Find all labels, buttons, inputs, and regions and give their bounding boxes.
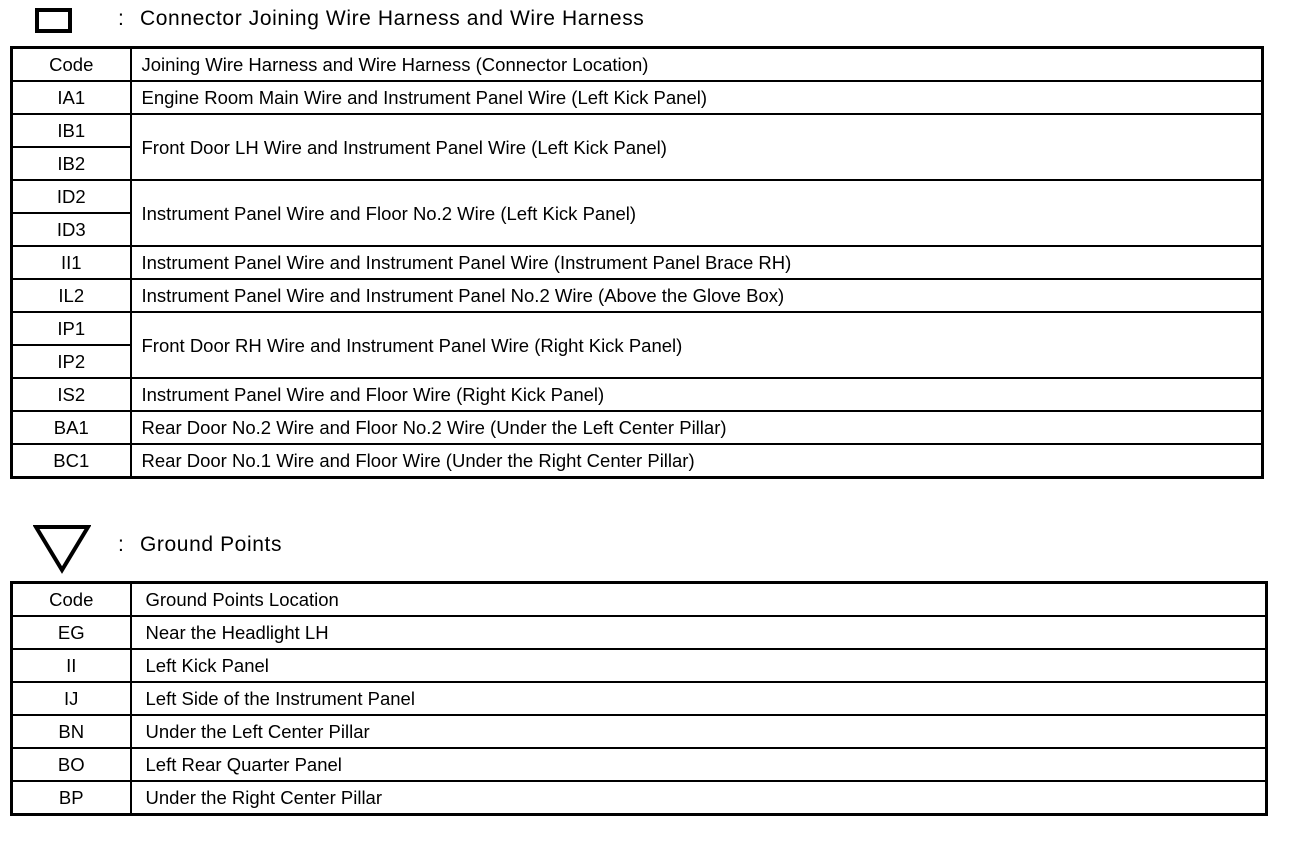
- connector-code: IB1: [12, 114, 131, 147]
- connector-table: [10, 46, 1264, 479]
- ground-code: BN: [12, 715, 131, 748]
- table-row: [12, 378, 1263, 411]
- legend-colon: :: [118, 533, 125, 556]
- location-header: Ground Points Location: [131, 583, 1267, 617]
- table-row: [12, 279, 1263, 312]
- connector-location: Instrument Panel Wire and Floor No.2 Wire (Left Kick Panel): [131, 180, 1263, 246]
- connector-location: Front Door LH Wire and Instrument Panel Wire (Left Kick Panel): [131, 114, 1263, 180]
- ground-location: Left Rear Quarter Panel: [131, 748, 1267, 781]
- table-row: [12, 649, 1267, 682]
- table-row: [12, 715, 1267, 748]
- connector-location: Instrument Panel Wire and Instrument Panel Wire (Instrument Panel Brace RH): [131, 246, 1263, 279]
- connector-code: ID3: [12, 213, 131, 246]
- ground-section-title: Ground Points: [140, 533, 283, 556]
- connector-location: Instrument Panel Wire and Floor Wire (Right Kick Panel): [131, 378, 1263, 411]
- triangle-down-icon: [33, 524, 91, 574]
- ground-table: [10, 581, 1268, 816]
- connector-location: Front Door RH Wire and Instrument Panel Wire (Right Kick Panel): [131, 312, 1263, 378]
- location-header: Joining Wire Harness and Wire Harness (Connector Location): [131, 48, 1263, 82]
- connector-section-title: Connector Joining Wire Harness and Wire Harness: [140, 7, 645, 30]
- table-row: [12, 246, 1263, 279]
- table-row: [12, 781, 1267, 815]
- table-row: [12, 81, 1263, 114]
- code-header: Code: [12, 48, 131, 82]
- connector-code: IS2: [12, 378, 131, 411]
- table-row: [12, 616, 1267, 649]
- ground-code: IJ: [12, 682, 131, 715]
- square-icon: [35, 8, 72, 33]
- connector-code: IB2: [12, 147, 131, 180]
- ground-code: EG: [12, 616, 131, 649]
- ground-location: Under the Right Center Pillar: [131, 781, 1267, 815]
- connector-code: IP2: [12, 345, 131, 378]
- ground-location: Under the Left Center Pillar: [131, 715, 1267, 748]
- connector-code: IA1: [12, 81, 131, 114]
- ground-code: BO: [12, 748, 131, 781]
- connector-location: Rear Door No.2 Wire and Floor No.2 Wire (Under the Left Center Pillar): [131, 411, 1263, 444]
- connector-code: BA1: [12, 411, 131, 444]
- table-row: [12, 114, 1263, 147]
- table-header-row: [12, 583, 1267, 617]
- legend-colon: :: [118, 7, 125, 30]
- connector-code: ID2: [12, 180, 131, 213]
- connector-location: Instrument Panel Wire and Instrument Panel No.2 Wire (Above the Glove Box): [131, 279, 1263, 312]
- table-row: [12, 748, 1267, 781]
- table-row: [12, 444, 1263, 478]
- table-row: [12, 682, 1267, 715]
- connector-location: Engine Room Main Wire and Instrument Panel Wire (Left Kick Panel): [131, 81, 1263, 114]
- table-header-row: [12, 48, 1263, 82]
- ground-location: Left Kick Panel: [131, 649, 1267, 682]
- table-row: [12, 312, 1263, 345]
- ground-code: BP: [12, 781, 131, 815]
- connector-code: IL2: [12, 279, 131, 312]
- ground-location: Left Side of the Instrument Panel: [131, 682, 1267, 715]
- table-row: [12, 411, 1263, 444]
- ground-location: Near the Headlight LH: [131, 616, 1267, 649]
- connector-code: IP1: [12, 312, 131, 345]
- table-row: [12, 180, 1263, 213]
- code-header: Code: [12, 583, 131, 617]
- connector-code: II1: [12, 246, 131, 279]
- connector-location: Rear Door No.1 Wire and Floor Wire (Under the Right Center Pillar): [131, 444, 1263, 478]
- ground-code: II: [12, 649, 131, 682]
- connector-code: BC1: [12, 444, 131, 478]
